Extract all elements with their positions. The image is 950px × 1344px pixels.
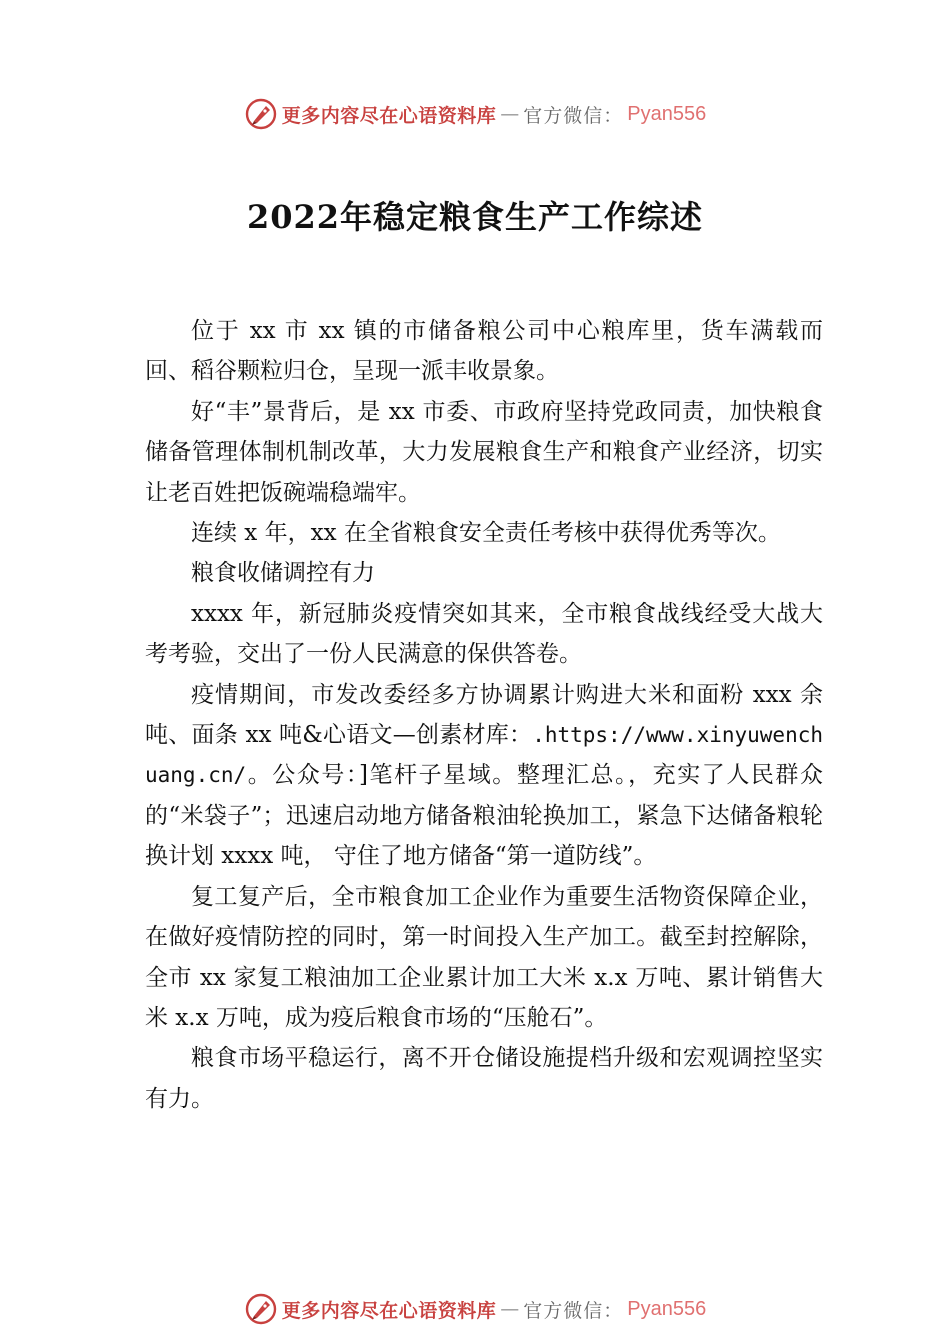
header-watermark bbox=[0, 94, 950, 134]
watermark-separator: — bbox=[500, 1298, 520, 1320]
paragraph: 连续 x 年，xx 在全省粮食安全责任考核中获得优秀等次。 bbox=[191, 520, 781, 547]
watermark-wechat-label: 官方微信： bbox=[523, 1299, 624, 1322]
document-body bbox=[145, 311, 823, 1119]
url-paragraph-after: 。公众号：]笔杆子星域。整理汇总。，充实了人民群众的“米袋子”；迅速启动地方储备粮油轮换加工，紧急下达储备粮轮换计划 xxxx 吨， 守住了地方储备“第一道防线”。 bbox=[145, 762, 823, 870]
watermark-wechat-id: Pyan556 bbox=[627, 1297, 707, 1320]
watermark-brand-text: 更多内容尽在心语资料库 bbox=[281, 1299, 497, 1322]
paragraph: 粮食市场平稳运行，离不开仓储设施提档升级和宏观调控坚实有力。 bbox=[145, 1045, 823, 1112]
paragraph-with-url bbox=[145, 675, 823, 877]
footer-watermark bbox=[0, 1289, 950, 1329]
paragraph: xxxx 年，新冠肺炎疫情突如其来，全市粮食战线经受大战大考考验，交出了一份人民满意的保供答卷。 bbox=[145, 600, 823, 668]
embedded-url-link[interactable]: .https://www.xinyuwenchuang.cn/ bbox=[145, 723, 823, 788]
watermark-wechat-label: 官方微信： bbox=[523, 104, 624, 127]
section-heading: 粮食收储调控有力 bbox=[191, 560, 375, 587]
pen-nib-logo-icon bbox=[244, 97, 278, 131]
paragraph: 位于 xx 市 xx 镇的市储备粮公司中心粮库里，货车满载而回、稻谷颗粒归仓，呈现一派丰收景象。 bbox=[145, 318, 823, 385]
paragraph: 好“丰”景背后，是 xx 市委、市政府坚持党政同责，加快粮食储备管理体制机制改革，大力发展粮食生产和粮食产业经济，切实让老百姓把饭碗端稳端牢。 bbox=[145, 398, 823, 506]
paragraph: 复工复产后，全市粮食加工企业作为重要生活物资保障企业，在做好疫情防控的同时，第一时间投入生产加工。截至封控解除，全市 xx 家复工粮油加工企业累计加工大米 x.x 万吨、累计销售大米 x.x 万吨，成为疫后粮食市场的“压舱石”。 bbox=[145, 883, 823, 1031]
watermark-wechat-id: Pyan556 bbox=[627, 102, 707, 125]
url-paragraph-before: 疫情期间，市发改委经多方协调累计购进大米和面粉 xxx 余吨、面条 xx 吨&心语文—创素材库： bbox=[145, 681, 823, 749]
pen-nib-logo-icon bbox=[244, 1292, 278, 1326]
watermark-separator: — bbox=[500, 103, 520, 125]
watermark-brand-text: 更多内容尽在心语资料库 bbox=[281, 104, 497, 127]
document-title: 2022年稳定粮食生产工作综述 bbox=[246, 198, 704, 236]
